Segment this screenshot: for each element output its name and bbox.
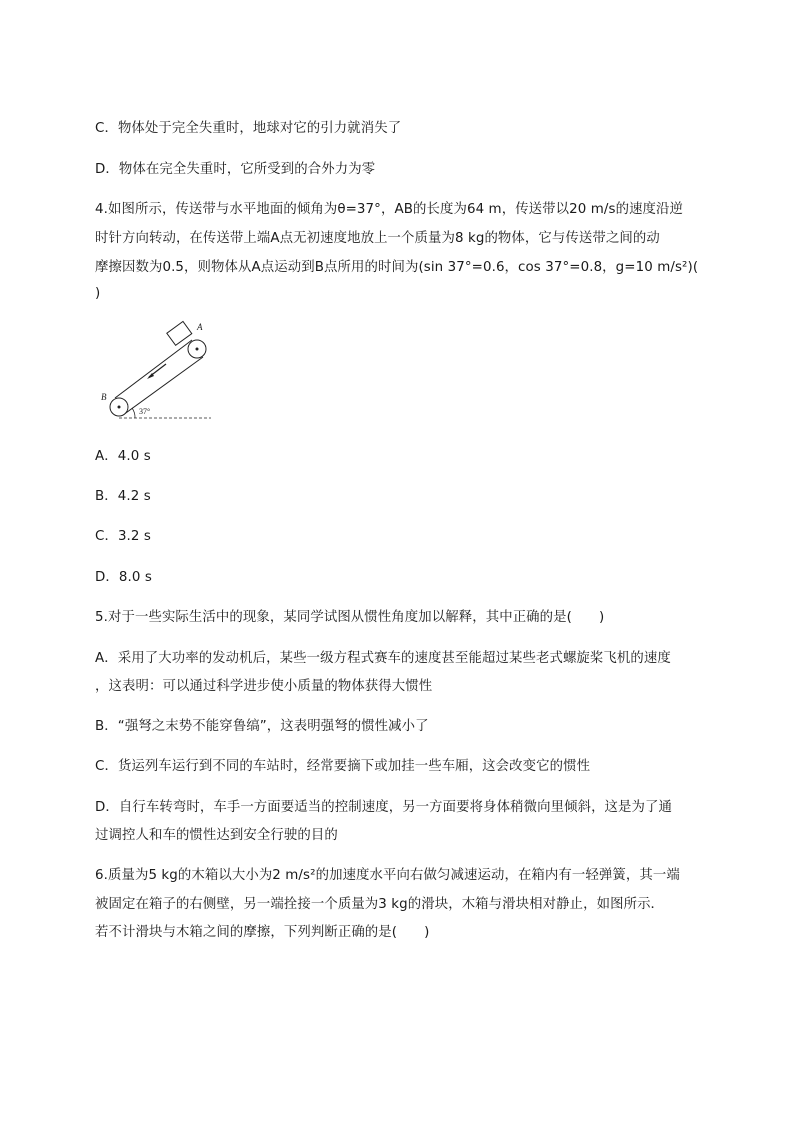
- q4-stem-line-1: 4.如图所示，传送带与水平地面的倾角为θ=37°，AB的长度为64 m，传送带以20 m/s的速度沿逆: [95, 202, 684, 217]
- q3-option-c: C．物体处于完全失重时，地球对它的引力就消失了: [95, 121, 402, 136]
- q6-stem-line-2: 被固定在箱子的右侧壁，另一端拴接一个质量为3 kg的滑块，木箱与滑块相对静止，如图所示．: [95, 897, 665, 912]
- q6-stem-line-3: 若不计滑块与木箱之间的摩擦，下列判断正确的是( ): [95, 925, 430, 940]
- q6-stem-line-1: 6.质量为5 kg的木箱以大小为2 m/s²的加速度水平向右做匀减速运动，在箱内有一轻弹簧，其一端: [95, 868, 680, 883]
- q4-option-a: A．4.0 s: [95, 449, 151, 464]
- conveyor-belt-figure: [95, 318, 220, 428]
- q5-option-d-line-2: 过调控人和车的惯性达到安全行驶的目的: [95, 828, 338, 843]
- block: [167, 321, 192, 345]
- q5-option-b: B．“强弩之末势不能穿鲁缟”，这表明强弩的惯性减小了: [95, 719, 429, 734]
- q4-option-c: C．3.2 s: [95, 529, 151, 544]
- label-b: B: [101, 392, 107, 402]
- q4-option-d: D．8.0 s: [95, 570, 152, 585]
- q4-stem-line-2: 时针方向转动，在传送带上端A点无初速度地放上一个质量为8 kg的物体，它与传送带之间的动: [95, 231, 660, 246]
- q5-option-c: C．货运列车运行到不同的车站时，经常要摘下或加挂一些车厢，这会改变它的惯性: [95, 759, 591, 774]
- q5-option-a-line-1: A．采用了大功率的发动机后，某些一级方程式赛车的速度甚至能超过某些老式螺旋桨飞机的速度: [95, 651, 671, 666]
- q5-option-a-line-2: ，这表明：可以通过科学进步使小质量的物体获得大惯性: [95, 679, 433, 694]
- label-a: A: [197, 322, 203, 332]
- q4-option-b: B．4.2 s: [95, 489, 151, 504]
- q3-option-d: D．物体在完全失重时，它所受到的合外力为零: [95, 162, 376, 177]
- q4-stem-line-3: 摩擦因数为0.5，则物体从A点运动到B点所用的时间为(sin 37°=0.6，cos 37°=0.8，g=10 m/s²)(: [95, 260, 699, 275]
- q5-stem: 5.对于一些实际生活中的现象，某同学试图从惯性角度加以解释，其中正确的是( ): [95, 610, 605, 625]
- q4-stem-line-4: ): [95, 286, 101, 301]
- q5-option-d-line-1: D．自行车转弯时，车手一方面要适当的控制速度，另一方面要将身体稍微向里倾斜，这是为了通: [95, 800, 673, 815]
- angle-label: 37°: [139, 407, 151, 416]
